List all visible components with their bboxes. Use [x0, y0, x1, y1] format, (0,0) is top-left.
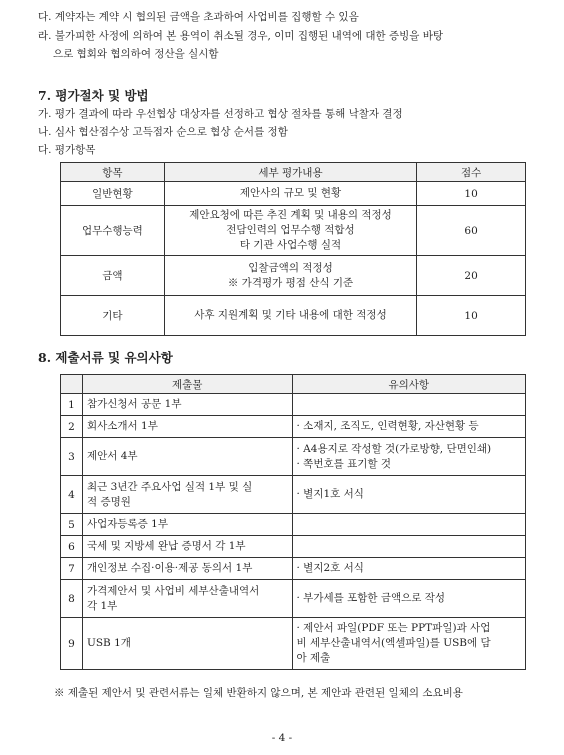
score-cell: 20	[417, 256, 526, 296]
details-cell: 제안요청에 따른 추진 계획 및 내용의 적정성 전담인력의 업무수행 적합성 타 기관 사업수행 실적	[164, 206, 416, 256]
item-cell: 금액	[61, 256, 165, 296]
section8-title: 8. 제출서류 및 유의사항	[38, 350, 173, 365]
doc-cell: USB 1개	[82, 618, 292, 670]
no-cell: 3	[61, 438, 83, 476]
no-cell: 6	[61, 536, 83, 558]
doc-cell: 참가신청서 공문 1부	[82, 394, 292, 416]
score-cell: 10	[417, 296, 526, 336]
intro-line: 으로 협회와 협의하여 정산을 실시함	[53, 48, 219, 60]
table-row	[61, 536, 526, 558]
table-row	[61, 296, 526, 336]
table-row	[61, 416, 526, 438]
notes-cell: · 별지2호 서식	[292, 558, 526, 580]
doc-cell: 가격제안서 및 사업비 세부산출내역서 각 1부	[82, 580, 292, 618]
intro-line: 다. 계약자는 계약 시 협의된 금액을 초과하여 사업비를 집행할 수 있음	[38, 11, 359, 23]
item-cell: 업무수행능력	[61, 206, 165, 256]
table-row	[61, 580, 526, 618]
header-cell: 유의사항	[292, 375, 526, 394]
table-row	[61, 206, 526, 256]
details-cell: 입찰금액의 적정성 ※ 가격평가 평점 산식 기준	[164, 256, 416, 296]
header-cell: 점수	[417, 163, 526, 182]
no-cell: 5	[61, 514, 83, 536]
table-row	[61, 476, 526, 514]
details-cell: 사후 지원계획 및 기타 내용에 대한 적정성	[164, 296, 416, 336]
details-cell: 제안사의 규모 및 현황	[164, 182, 416, 206]
doc-cell: 최근 3년간 주요사업 실적 1부 및 실 적 증명원	[82, 476, 292, 514]
notes-cell	[292, 536, 526, 558]
footnote: ※ 제출된 제안서 및 관련서류는 일체 반환하지 않으며, 본 제안과 관련된 일체의 소요비용	[54, 687, 463, 699]
table-row	[61, 182, 526, 206]
table-row	[61, 256, 526, 296]
notes-cell: · 별지1호 서식	[292, 476, 526, 514]
table-row	[61, 558, 526, 580]
item-cell: 일반현황	[61, 182, 165, 206]
no-cell: 8	[61, 580, 83, 618]
item-cell: 기타	[61, 296, 165, 336]
doc-cell: 국세 및 지방세 완납 증명서 각 1부	[82, 536, 292, 558]
header-cell: 제출물	[82, 375, 292, 394]
no-cell: 7	[61, 558, 83, 580]
notes-cell	[292, 394, 526, 416]
header-cell	[61, 375, 83, 394]
notes-cell: · 제안서 파일(PDF 또는 PPT파일)과 사업 비 세부산출내역서(엑셀파일)를 USB에 담 아 제출	[292, 618, 526, 670]
header-cell: 세부 평가내용	[164, 163, 416, 182]
no-cell: 9	[61, 618, 83, 670]
evaluation-table	[60, 162, 526, 336]
table-row	[61, 514, 526, 536]
section7-item: 다. 평가항목	[38, 144, 96, 156]
no-cell: 4	[61, 476, 83, 514]
submission-table	[60, 374, 526, 670]
table-header-row	[61, 375, 526, 394]
notes-cell: · 부가세를 포함한 금액으로 작성	[292, 580, 526, 618]
table-row	[61, 438, 526, 476]
intro-line: 라. 불가피한 사정에 의하여 본 용역이 취소될 경우, 이미 집행된 내역에 대한 증빙을 바탕	[38, 30, 444, 42]
table-row	[61, 618, 526, 670]
doc-cell: 사업자등록증 1부	[82, 514, 292, 536]
section7-title: 7. 평가절차 및 방법	[38, 88, 149, 103]
doc-cell: 제안서 4부	[82, 438, 292, 476]
page-number: - 4 -	[271, 732, 293, 744]
no-cell: 1	[61, 394, 83, 416]
notes-cell: · A4용지로 작성할 것(가로방향, 단면인쇄) · 쪽번호를 표기할 것	[292, 438, 526, 476]
score-cell: 10	[417, 182, 526, 206]
doc-cell: 개인정보 수집·이용·제공 동의서 1부	[82, 558, 292, 580]
header-cell: 항목	[61, 163, 165, 182]
table-row	[61, 394, 526, 416]
no-cell: 2	[61, 416, 83, 438]
table-header-row	[61, 163, 526, 182]
notes-cell	[292, 514, 526, 536]
section7-item: 가. 평가 결과에 따라 우선협상 대상자를 선정하고 협상 절차를 통해 낙찰자 결정	[38, 108, 403, 120]
section7-item: 나. 심사 협산점수상 고득점자 순으로 협상 순서를 정함	[38, 126, 288, 138]
doc-cell: 회사소개서 1부	[82, 416, 292, 438]
score-cell: 60	[417, 206, 526, 256]
notes-cell: · 소재지, 조직도, 인력현황, 자산현황 등	[292, 416, 526, 438]
